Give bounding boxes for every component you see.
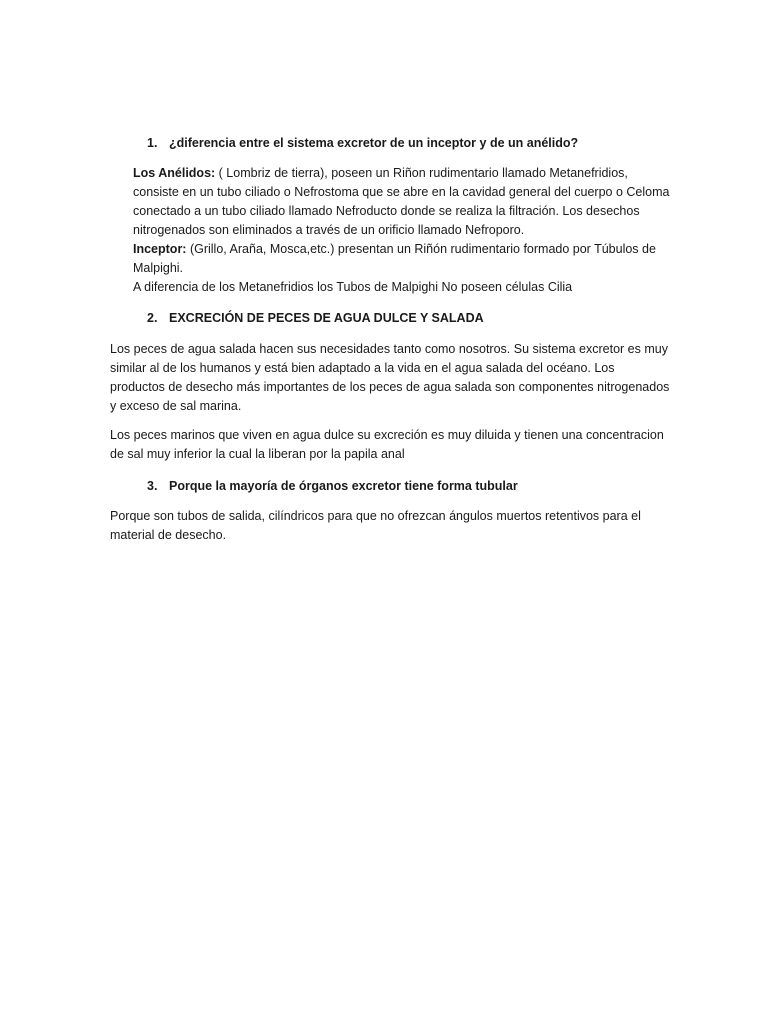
question-3-number: 3. — [147, 479, 158, 493]
anelidos-text: ( Lombriz de tierra), poseen un Riñon rudimentario llamado Metanefridios, consiste en un tubo ciliado o Nefrostoma que se abre en la cavidad general del cuerpo o Celoma conectado a un tubo ciliado llamado Nefroducto donde se realiza la filtración. Los desechos nitrogenados son eliminados a través de un orificio llamado Nefroporo. — [133, 166, 670, 237]
question-3-heading — [147, 477, 518, 496]
tubular-organs-paragraph: Porque son tubos de salida, cilíndricos para que no ofrezcan ángulos muertos retentivos para el material de desecho. — [110, 509, 641, 542]
question-1-heading — [147, 134, 578, 153]
question-2-number: 2. — [147, 311, 158, 325]
answer-2-paragraph-2 — [110, 426, 670, 464]
anelidos-label: Los Anélidos: — [133, 166, 216, 180]
question-1-text: ¿diferencia entre el sistema excretor de un inceptor y de un anélido? — [169, 136, 579, 150]
difference-paragraph: A diferencia de los Metanefridios los Tubos de Malpighi No poseen células Cilia — [133, 280, 573, 294]
anelidos-paragraph — [133, 164, 673, 240]
answer-2-paragraph-1 — [110, 340, 670, 416]
question-1-number: 1. — [147, 136, 158, 150]
inceptor-paragraph — [133, 240, 673, 278]
inceptor-text: (Grillo, Araña, Mosca,etc.) presentan un Riñón rudimentario formado por Túbulos de Malpighi. — [133, 242, 656, 275]
freshwater-fish-paragraph: Los peces marinos que viven en agua dulce su excreción es muy diluida y tienen una concentracion de sal muy inferior la cual la liberan por la papila anal — [110, 428, 664, 461]
inceptor-label: Inceptor: — [133, 242, 187, 256]
saltwater-fish-paragraph: Los peces de agua salada hacen sus necesidades tanto como nosotros. Su sistema excretor es muy similar al de los humanos y está bien adaptado a la vida en el agua salada del océano. Los productos de desecho más importantes de los peces de agua salada son componentes nitrogenados y exceso de sal marina. — [110, 342, 670, 413]
question-2-heading — [147, 309, 484, 328]
answer-1-block — [133, 164, 673, 297]
answer-3-block — [110, 507, 670, 545]
question-3-text: Porque la mayoría de órganos excretor tiene forma tubular — [169, 479, 518, 493]
question-2-text: EXCRECIÓN DE PECES DE AGUA DULCE Y SALADA — [169, 311, 484, 325]
